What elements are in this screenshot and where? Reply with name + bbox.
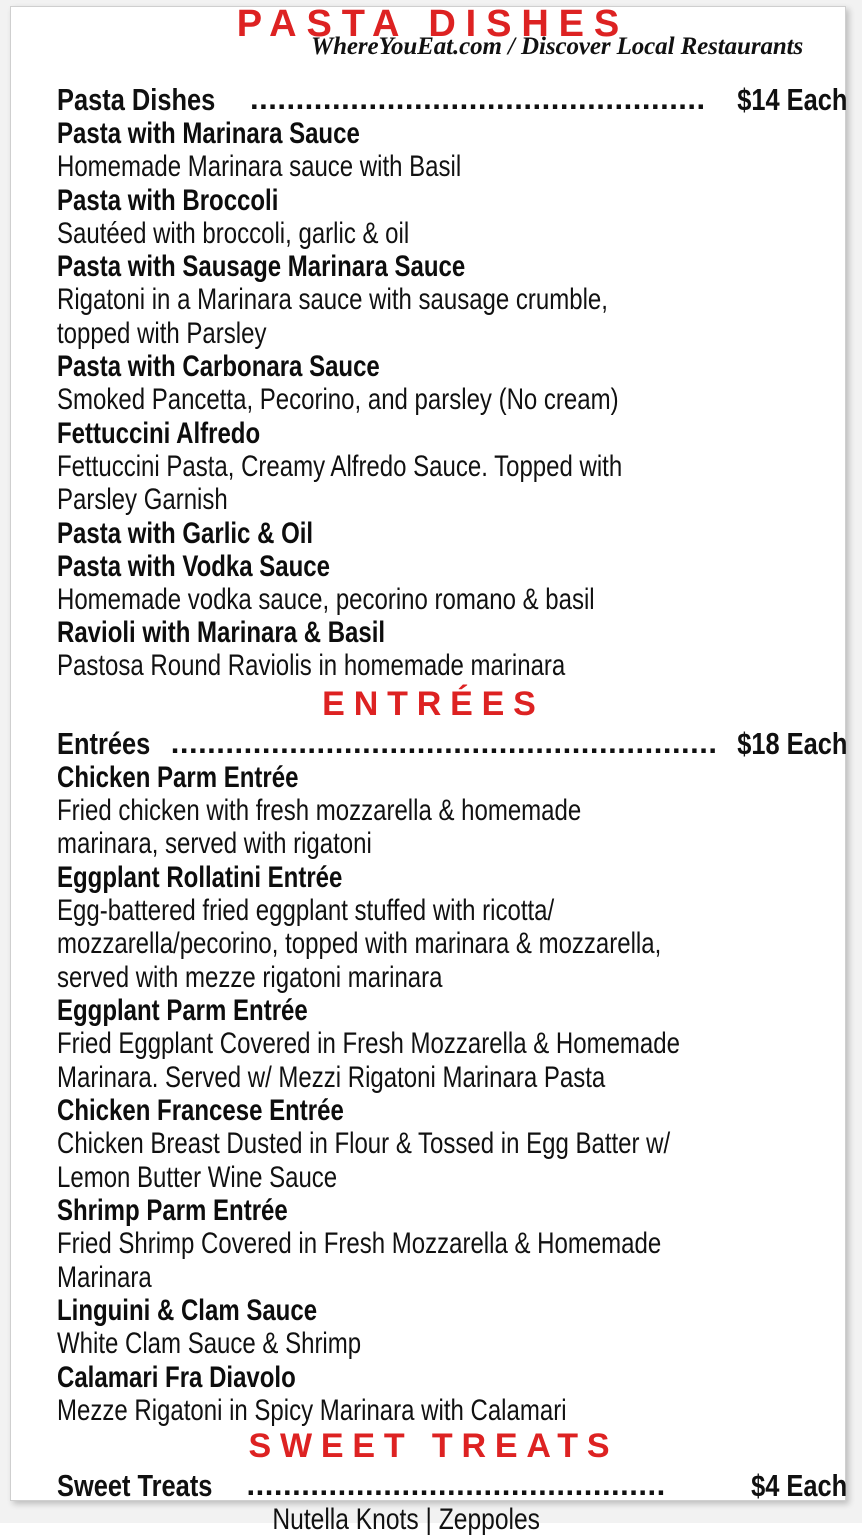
price-row-leader: ............................................................ — [170, 724, 718, 760]
dish-description-line: Mezze Rigatoni in Spicy Marinara with Calamari — [57, 1393, 567, 1427]
dish-description-line: Rigatoni in a Marinara sauce with sausage crumble, — [57, 283, 608, 316]
dish-name: Pasta with Sausage Marinara Sauce — [57, 250, 466, 283]
menu-item — [57, 1294, 847, 1361]
price-row-label: Sweet Treats — [57, 1468, 213, 1503]
dish-description-line: Pastosa Round Raviolis in homemade marinara — [57, 649, 566, 682]
dish-name: Chicken Francese Entrée — [57, 1094, 344, 1127]
dish-description — [57, 150, 847, 184]
dish-description-line: Sautéed with broccoli, garlic & oil — [57, 216, 410, 250]
dish-description-line: Parsley Garnish — [57, 483, 228, 516]
menu-item — [57, 350, 847, 417]
dish-description-line: Homemade vodka sauce, pecorino romano & basil — [57, 582, 595, 616]
price-row-price: $14 Each — [736, 82, 847, 117]
menu-item — [57, 1094, 847, 1194]
dish-description-line: Fried chicken with fresh mozzarella & homemade — [57, 793, 582, 827]
dish-description-line: Homemade Marinara sauce with Basil — [57, 150, 462, 183]
price-row-leader: .................................................. — [250, 81, 706, 116]
dish-name: Chicken Parm Entrée — [57, 760, 299, 794]
section-banner-sweet-treats: SWEET TREATS — [248, 1427, 619, 1465]
menu-item — [57, 761, 847, 861]
dish-name: Pasta with Garlic & Oil — [57, 516, 314, 550]
menu-item — [57, 184, 847, 251]
dish-description — [57, 283, 847, 350]
dish-description — [57, 1027, 847, 1094]
menu-item — [57, 616, 847, 683]
dish-description — [57, 1327, 847, 1361]
dish-description — [57, 450, 847, 517]
sweet-treats-footer — [11, 1503, 847, 1537]
dish-description-line: Lemon Butter Wine Sauce — [57, 1160, 338, 1194]
dish-description — [57, 894, 847, 995]
price-row-pasta-dishes — [57, 83, 847, 117]
dish-name: Fettuccini Alfredo — [57, 416, 261, 450]
dish-description — [57, 1394, 847, 1428]
dish-description — [57, 1127, 847, 1194]
dish-description-line: marinara, served with rigatoni — [57, 827, 372, 860]
price-row-entrees — [57, 724, 847, 761]
dish-description-line: Fettuccini Pasta, Creamy Alfredo Sauce. Topped with — [57, 449, 623, 483]
dish-name: Linguini & Clam Sauce — [57, 1294, 318, 1327]
dish-description — [57, 383, 847, 417]
dish-description-line: Fried Eggplant Covered in Fresh Mozzarella & Homemade — [57, 1027, 680, 1060]
price-row-sweet-treats — [57, 1469, 847, 1503]
menu-item — [57, 1194, 847, 1294]
price-row-label: Pasta Dishes — [57, 82, 216, 117]
menu-item — [57, 994, 847, 1094]
dish-description — [57, 1227, 847, 1294]
dish-description-line: White Clam Sauce & Shrimp — [57, 1327, 362, 1360]
menu-item — [57, 1361, 847, 1428]
dish-description — [57, 583, 847, 617]
price-row-price: $4 Each — [750, 1468, 847, 1503]
watermark-text: WhereYouEat.com / Discover Local Restaurants — [311, 33, 804, 60]
menu-item — [57, 417, 847, 517]
dish-description-line: topped with Parsley — [57, 316, 267, 350]
price-row-price: $18 Each — [736, 725, 847, 761]
sweet-treats-footer-text: Nutella Knots | Zeppoles — [272, 1503, 540, 1536]
dish-name: Pasta with Marinara Sauce — [57, 117, 360, 150]
dish-name: Pasta with Broccoli — [57, 183, 279, 217]
menu-item — [57, 861, 847, 995]
menu-item — [57, 117, 847, 184]
dish-description-line: Smoked Pancetta, Pecorino, and parsley (No cream) — [57, 383, 619, 416]
price-row-leader: .............................................. — [246, 1467, 666, 1502]
dish-description — [57, 649, 847, 683]
menu-item — [57, 517, 847, 550]
dish-name: Pasta with Carbonara Sauce — [57, 350, 380, 383]
dish-description-line: Egg-battered fried eggplant stuffed with ricotta/ — [57, 893, 555, 927]
dish-description-line: served with mezze rigatoni marinara — [57, 960, 443, 994]
dish-description-line: Marinara. Served w/ Mezzi Rigatoni Marinara Pasta — [57, 1060, 606, 1094]
menu-sheet — [10, 3, 847, 1536]
dish-name: Eggplant Rollatini Entrée — [57, 860, 343, 894]
section-banner-pasta-dishes: PASTA DISHES — [236, 3, 630, 45]
dish-name: Ravioli with Marinara & Basil — [57, 616, 386, 649]
dish-name: Calamari Fra Diavolo — [57, 1360, 296, 1394]
menu-item — [57, 250, 847, 350]
dish-description — [57, 794, 847, 861]
dish-description-line: mozzarella/pecorino, topped with marinara & mozzarella, — [57, 927, 662, 960]
section-banner-entrees: ENTRÉES — [322, 684, 545, 723]
dish-description — [57, 217, 847, 251]
price-row-label: Entrées — [57, 725, 151, 761]
dish-description-line: Fried Shrimp Covered in Fresh Mozzarella & Homemade — [57, 1227, 662, 1260]
menu-item — [57, 550, 847, 617]
dish-description-line: Chicken Breast Dusted in Flour & Tossed in Egg Batter w/ — [57, 1127, 671, 1160]
dish-name: Pasta with Vodka Sauce — [57, 549, 330, 583]
dish-name: Eggplant Parm Entrée — [57, 994, 308, 1027]
dish-description-line: Marinara — [57, 1260, 152, 1294]
dish-name: Shrimp Parm Entrée — [57, 1194, 288, 1227]
